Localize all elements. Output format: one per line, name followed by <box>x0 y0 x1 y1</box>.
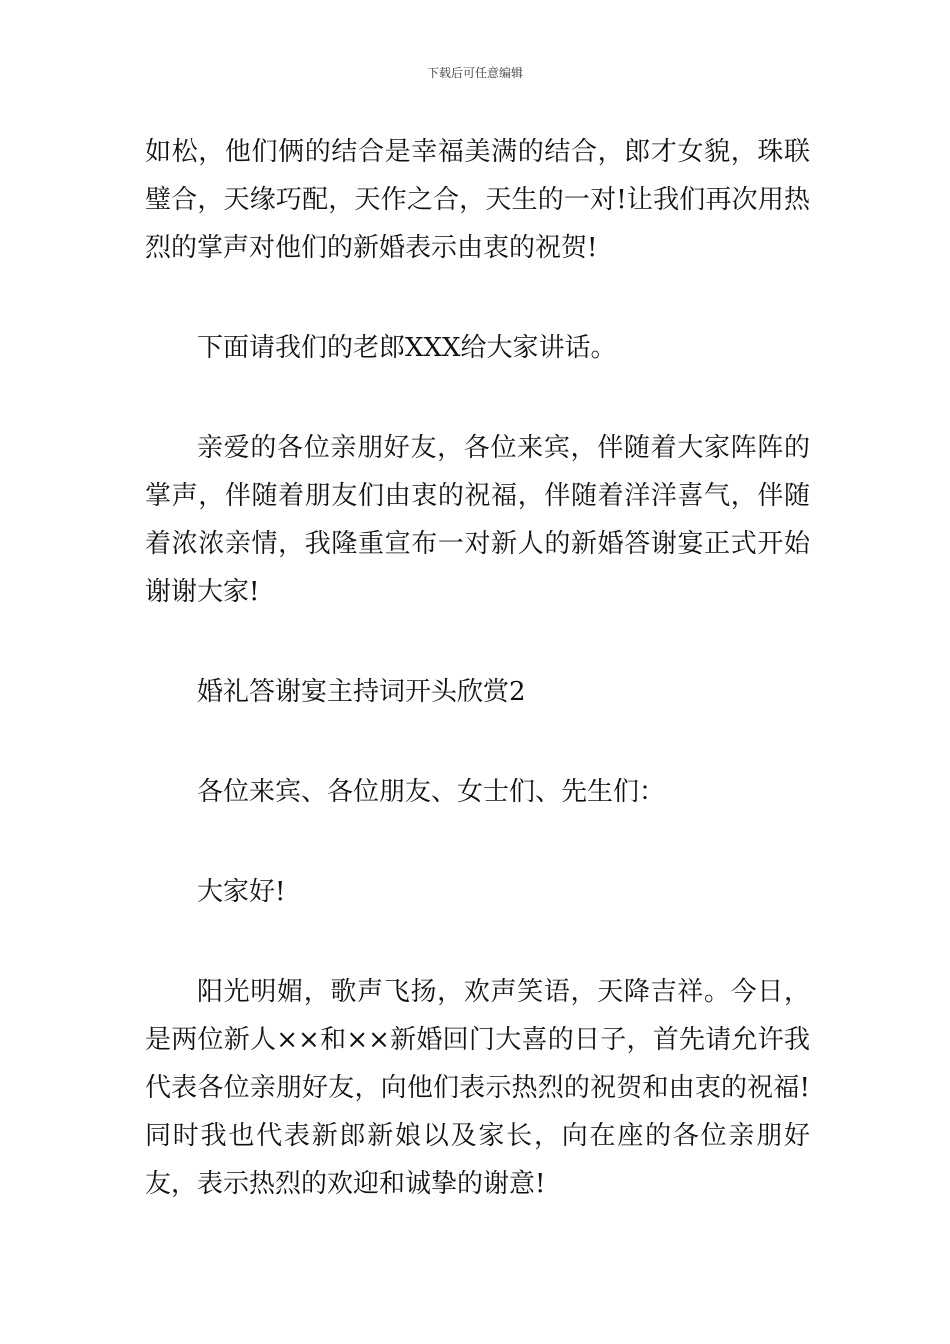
document-body <box>145 128 810 1208</box>
paragraph-greeting: 大家好! <box>197 877 286 907</box>
paragraph-continuation: 如松，他们俩的结合是幸福美满的结合，郎才女貌，珠联璧合，天缘巧配，天作之合，天生的一对!让我们再次用热烈的掌声对他们的新婚表示由衷的祝贺! <box>145 137 810 263</box>
section-heading: 婚礼答谢宴主持词开头欣赏2 <box>197 677 526 707</box>
paragraph-groom-speech: 下面请我们的老郎XXX给大家讲话。 <box>197 333 617 363</box>
page-header-note: 下载后可任意编辑 <box>426 66 523 80</box>
paragraph-announcement: 亲爱的各位亲朋好友，各位来宾，伴随着大家阵阵的掌声，伴随着朋友们由衷的祝福，伴随着洋洋喜气，伴随着浓浓亲情，我隆重宣布一对新人的新婚答谢宴正式开始谢谢大家! <box>145 433 810 607</box>
paragraph-salutation: 各位来宾、各位朋友、女士们、先生们： <box>197 777 666 807</box>
paragraph-opening: 阳光明媚，歌声飞扬，欢声笑语，天降吉祥。今日，是两位新人××和××新婚回门大喜的日子，首先请允许我代表各位亲朋好友，向他们表示热烈的祝贺和由衷的祝福!同时我也代表新郎新娘以及家长，向在座的各位亲朋好友，表示热烈的欢迎和诚挚的谢意! <box>145 977 810 1199</box>
